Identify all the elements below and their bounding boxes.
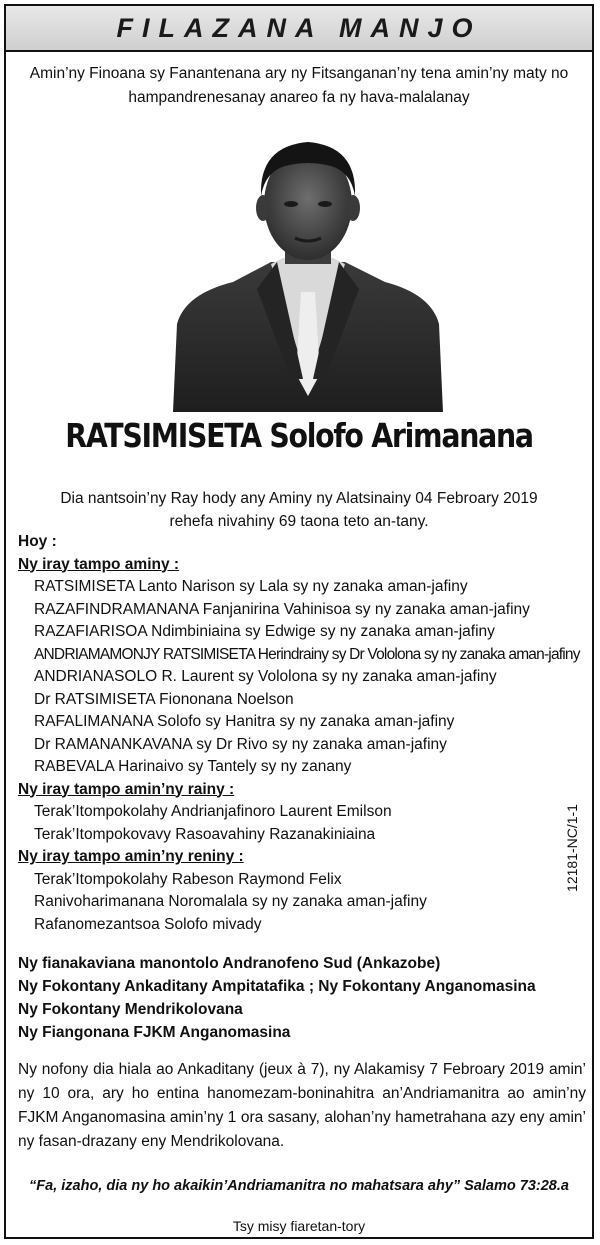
organization-item: Ny Fokontany Ankaditany Ampitatafika ; Ny Fokontany Anganomasina — [18, 978, 536, 995]
hoy-label: Hoy : — [18, 533, 57, 550]
death-announcement — [26, 487, 572, 533]
list-item: Terak’Itompokolahy Rabeson Raymond Felix — [34, 870, 342, 888]
portrait-photo — [173, 134, 443, 412]
funeral-details: Ny nofony dia hiala ao Ankaditany (jeux à 7), ny Alakamisy 7 Febroary 2019 amin’ ny 10 ora, ary ho entina hanomezam-boninahitra an’Andriamanitra ao amin’ny FJKM Anganomasina amin’ny 1 ora sasany, alohan’ny hametrahana azy eny amin’ ny fasan-drazany eny Mendrikolovana. — [18, 1061, 586, 1150]
list-item: Terak’Itompokolahy Andrianjafinoro Laurent Emilson — [34, 803, 392, 820]
notice-header — [6, 6, 592, 52]
bible-quote: “Fa, izaho, dia ny ho akaikin’Andriamanitra no mahatsara ahy” Salamo 73:28.a — [29, 1178, 569, 1194]
list-item: Ranivoharimanana Noromalala sy ny zanaka aman-jafiny — [34, 893, 427, 910]
footer-note: Tsy misy fiaretan-tory — [232, 1218, 366, 1234]
list-item: RAZAFIARISOA Ndimbiniaina sy Edwige sy ny zanaka aman-jafiny — [34, 623, 495, 640]
group-title: Ny iray tampo amin’ny reniny : — [18, 848, 244, 865]
notice-frame — [4, 4, 594, 1239]
death-line: Dia nantsoin’ny Ray hody any Aminy ny Alatsinainy 04 Febroary 2019 — [60, 490, 538, 507]
list-item: Terak’Itompokovavy Rasoavahiny Razanakiniaina — [34, 825, 376, 843]
list-item: Rafanomezantsoa Solofo mivady — [34, 915, 262, 933]
reference-code: 12181-NC/1-1 — [564, 804, 580, 892]
group-title: Ny iray tampo amin’ny rainy : — [18, 780, 235, 798]
organization-item: Ny fianakaviana manontolo Andranofeno Sud (Ankazobe) — [18, 955, 441, 972]
list-item: RABEVALA Harinaivo sy Tantely sy ny zanany — [34, 758, 352, 775]
organization-item: Ny Fiangonana FJKM Anganomasina — [18, 1024, 291, 1041]
deceased-name: RATSIMISETA Solofo Arimanana — [65, 416, 533, 455]
list-item: RATSIMISETA Lanto Narison sy Lala sy ny zanaka aman-jafiny — [34, 578, 468, 595]
organizations-list — [18, 952, 536, 1044]
intro-text — [26, 62, 572, 110]
header-title: FILAZANA MANJO — [116, 12, 482, 43]
group-title: Ny iray tampo aminy : — [18, 555, 180, 573]
list-item: RAFALIMANANA Solofo sy Hanitra sy ny zanaka aman-jafiny — [34, 713, 455, 730]
list-item: Dr RATSIMISETA Fiononana Noelson — [34, 690, 294, 708]
family-list — [18, 531, 590, 936]
list-item: RAZAFINDRAMANANA Fanjanirina Vahinisoa sy ny zanaka aman-jafiny — [34, 600, 530, 618]
intro-line: Amin’ny Finoana sy Fanantenana ary ny Fitsanganan’ny tena amin’ny maty no — [29, 65, 569, 82]
list-item: ANDRIAMAMONJY RATSIMISETA Herindrainy sy Dr Vololona sy ny zanaka aman-jafiny — [34, 645, 580, 663]
intro-line: hampandrenesanay anareo fa ny hava-malalanay — [128, 89, 470, 106]
death-line: rehefa nivahiny 69 taona teto an-tany. — [169, 513, 429, 530]
list-item: ANDRIANASOLO R. Laurent sy Vololona sy ny zanaka aman-jafiny — [34, 668, 497, 685]
list-item: Dr RAMANANKAVANA sy Dr Rivo sy ny zanaka aman-jafiny — [34, 735, 447, 753]
organization-item: Ny Fokontany Mendrikolovana — [18, 1001, 243, 1018]
